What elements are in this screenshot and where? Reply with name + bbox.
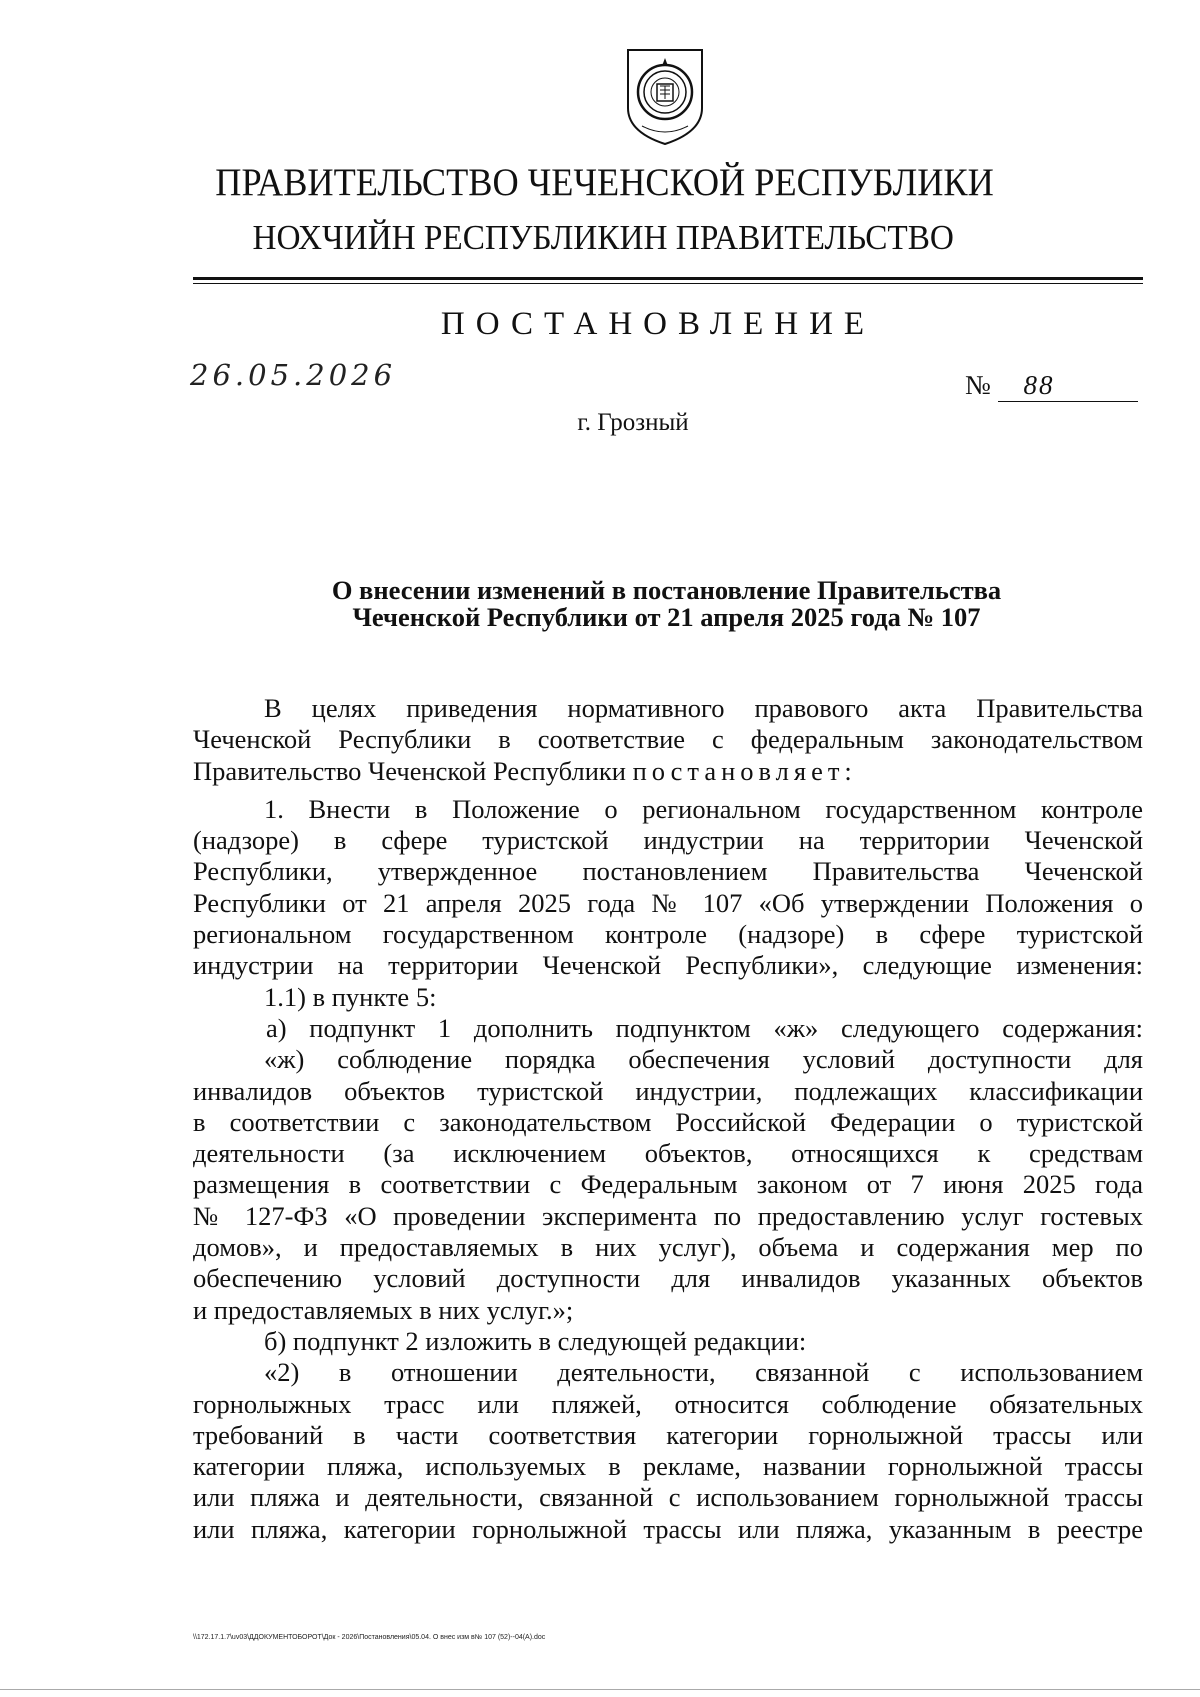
document-number xyxy=(965,370,1138,402)
file-path-footer: \\172.17.1.7\uv03\ДДОКУМЕНТОБОРОТ\Док - 2026\Постановления\05.04. О внес изм в№ 107 (52)--04(А).doc xyxy=(193,1634,546,1641)
body-line: обеспечению условий доступности для инвалидов указанных объектов xyxy=(193,1263,1143,1294)
body-text: Правительство Чеченской Республики xyxy=(193,755,626,786)
body-line: размещения в соответствии с Федеральным законом от 7 июня 2025 года xyxy=(193,1169,1143,1200)
body-line: горнолыжных трасс или пляжей, относится соблюдение обязательных xyxy=(193,1388,1143,1419)
body-line: В целях приведения нормативного правового акта Правительства xyxy=(264,693,1143,723)
number-value: 88 xyxy=(998,370,1138,402)
body-line: «ж) соблюдение порядка обеспечения условий доступности для xyxy=(264,1044,1143,1075)
scan-edge-line xyxy=(0,1689,1200,1690)
body-line: деятельности (за исключением объектов, относящихся к средствам xyxy=(193,1138,1143,1169)
header-rule-thin xyxy=(193,283,1143,284)
body-line: или пляжа, категории горнолыжной трассы или пляжа, указанным в реестре xyxy=(193,1513,1143,1544)
decree-word: постановляет: xyxy=(632,755,857,786)
body-line: а) подпункт 1 дополнить подпунктом «ж» следующего содержания: xyxy=(266,1012,1143,1043)
body-line: требований в части соответствия категории горнолыжной трассы или xyxy=(193,1419,1143,1450)
body-line: б) подпункт 2 изложить в следующей редакции: xyxy=(264,1325,807,1356)
body-line: категории пляжа, используемых в рекламе, названии горнолыжной трассы xyxy=(193,1451,1143,1482)
document-type: ПОСТАНОВЛЕНИЕ xyxy=(440,306,876,342)
document-body xyxy=(193,693,1143,1545)
body-line: 1. Внести в Положение о региональном государственном контроле xyxy=(264,793,1143,824)
body-line: инвалидов объектов туристской индустрии, подлежащих классификации xyxy=(193,1075,1143,1106)
header-rule-thick xyxy=(193,277,1143,280)
coat-of-arms-emblem-icon xyxy=(622,46,708,148)
body-line: или пляжа и деятельности, связанной с использованием горнолыжной трассы xyxy=(193,1482,1143,1513)
body-line: «2) в отношении деятельности, связанной с использованием xyxy=(264,1357,1143,1388)
body-line: Республики от 21 апреля 2025 года № 107 «Об утверждении Положения о xyxy=(193,887,1143,918)
body-line xyxy=(193,756,1143,787)
city: г. Грозный xyxy=(577,409,689,436)
body-line: индустрии на территории Чеченской Республики», следующие изменения: xyxy=(193,950,1143,981)
number-label: № xyxy=(965,370,991,400)
government-title-chechen: НОХЧИЙН РЕСПУБЛИКИН ПРАВИТЕЛЬСТВО xyxy=(252,218,954,257)
body-line: Чеченской Республики в соответствие с федеральным законодательством xyxy=(193,724,1143,755)
body-line: в соответствии с законодательством Российской Федерации о туристской xyxy=(193,1106,1143,1137)
government-title-russian: ПРАВИТЕЛЬСТВО ЧЕЧЕНСКОЙ РЕСПУБЛИКИ xyxy=(215,161,994,204)
title-line-1: О внесении изменений в постановление Правительства xyxy=(331,575,1002,605)
document-title xyxy=(190,577,1143,631)
document-date: 26.05.2026 xyxy=(190,358,397,392)
body-line: № 127-ФЗ «О проведении эксперимента по предоставлению услуг гостевых xyxy=(193,1200,1143,1231)
body-line: и предоставляемых в них услуг.»; xyxy=(193,1294,574,1325)
body-line: домов», и предоставляемых в них услуг), объема и содержания мер по xyxy=(193,1232,1143,1263)
body-line: региональном государственном контроле (надзоре) в сфере туристской xyxy=(193,919,1143,950)
body-line: 1.1) в пункте 5: xyxy=(264,981,437,1012)
title-line-2: Чеченской Республики от 21 апреля 2025 года № 107 xyxy=(352,602,981,632)
body-line: Республики, утвержденное постановлением Правительства Чеченской xyxy=(193,856,1143,887)
body-line: (надзоре) в сфере туристской индустрии на территории Чеченской xyxy=(193,825,1143,856)
